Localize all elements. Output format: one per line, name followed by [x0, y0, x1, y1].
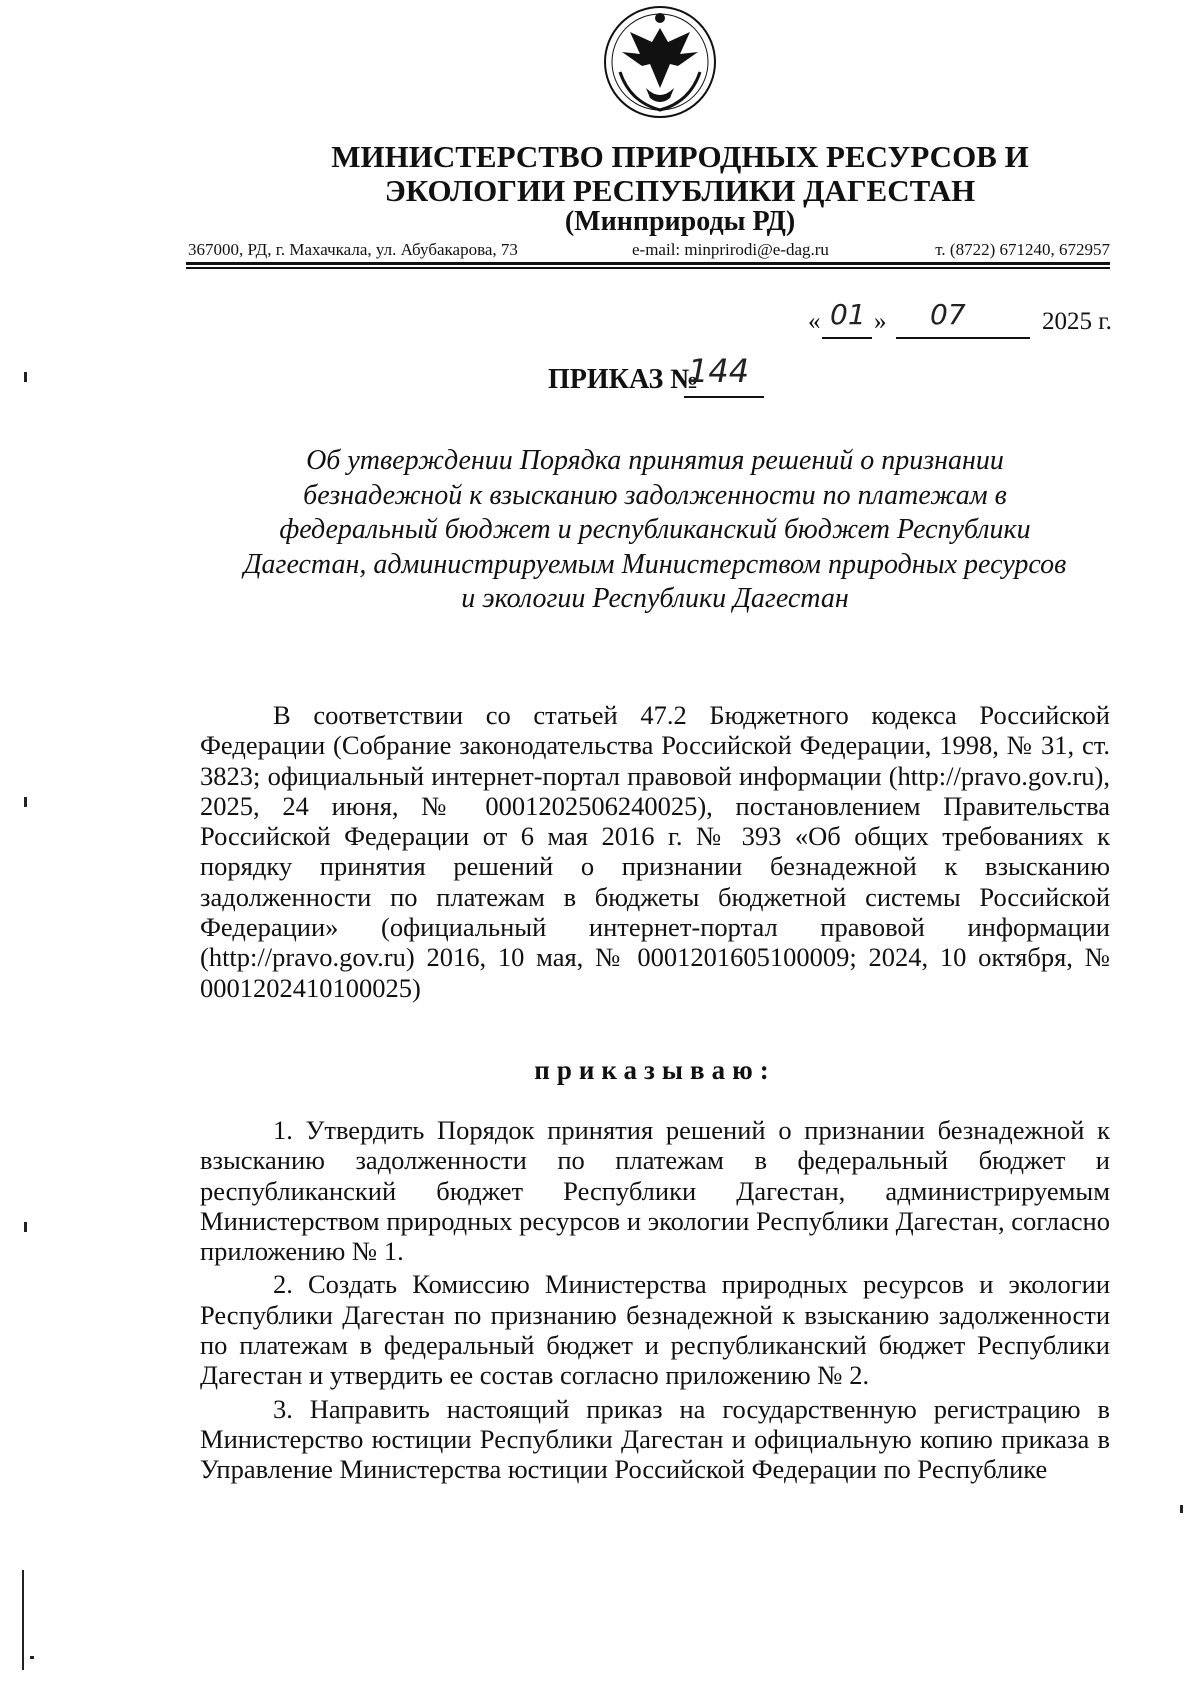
address: 367000, РД, г. Махачкала, ул. Абубакарова, 73	[188, 240, 518, 259]
date-open-quote: «	[808, 308, 821, 335]
order-subject	[200, 444, 1110, 617]
scan-speck	[1180, 1505, 1183, 1513]
subject-line4: Дагестан, администрируемым Министерством природных ресурсов	[243, 548, 1067, 580]
subject-line5: и экологии Республики Дагестан	[461, 583, 849, 614]
preamble	[200, 700, 1110, 1003]
date-month-handwritten: 07	[930, 298, 966, 331]
preamble-paragraph: В соответствии со статьей 47.2 Бюджетного кодекса Российской Федерации (Собрание законодательства Российской Федерации, 1998, № 31, ст. 3823; официальный интернет-портал правовой информации (http://pravo.gov.ru), 2025, 24 июня, № 0001202506240025), постановлением Правительства Российской Федерации от 6 мая 2016 г. № 393 «Об общих требованиях к порядку принятия решений о признании безнадежной к взысканию задолженности по платежам в бюджеты бюджетной системы Российской Федерации» (официальный интернет-портал правовой информации (http://pravo.gov.ru) 2016, 10 мая, № 0001201605100009; 2024, 10 октября, № 0001202410100025)	[200, 700, 1110, 1003]
subject-line2: безнадежной к взысканию задолженности по платежам в	[303, 479, 1007, 511]
directive-word: приказываю:	[534, 1055, 776, 1085]
ministry-short-name: (Минприроды РД)	[564, 206, 796, 237]
ministry-name-line1: МИНИСТЕРСТВО ПРИРОДНЫХ РЕСУРСОВ И	[331, 139, 1029, 174]
order-date	[808, 298, 1112, 346]
order-item-2: 2. Создать Комиссию Министерства природных ресурсов и экологии Республики Дагестан по признанию безнадежной к взысканию задолженности по платежам в федеральный бюджет и республиканский бюджет Республики Дагестан и утвердить ее состав согласно приложению № 2.	[200, 1269, 1110, 1391]
scan-speck	[24, 372, 27, 382]
subject-line1: Об утверждении Порядка принятия решений о признании	[306, 445, 1004, 476]
subject-line3: федеральный бюджет и республиканский бюджет Республики	[279, 514, 1031, 545]
dagestan-coat-of-arms-emblem	[600, 2, 720, 120]
ministry-name-line2: ЭКОЛОГИИ РЕСПУБЛИКИ ДАГЕСТАН	[384, 173, 976, 208]
scan-speck	[24, 1222, 27, 1232]
order-number-handwritten: 144	[688, 352, 750, 390]
order-label: ПРИКАЗ №	[548, 364, 699, 395]
eagle-emblem-icon	[600, 2, 720, 120]
order-item-3: 3. Направить настоящий приказ на государственную регистрацию в Министерство юстиции Республики Дагестан и официальную копию приказа в Управление Министерства юстиции Российской Федерации по Республике	[200, 1393, 1110, 1485]
date-close-quote: »	[874, 308, 887, 335]
scan-speck	[30, 1656, 34, 1659]
order-number-underline	[684, 396, 764, 398]
date-year: 2025 г.	[1042, 308, 1112, 335]
phone: т. (8722) 671240, 672957	[935, 240, 1110, 259]
scan-speck	[24, 797, 27, 807]
order-item-1: 1. Утвердить Порядок принятия решений о признании безнадежной к взысканию задолженности по платежам в федеральный бюджет и республиканский бюджет Республики Дагестан, администрируемым Министерством природных ресурсов и экологии Республики Дагестан, согласно приложению № 1.	[200, 1115, 1110, 1267]
order-items	[200, 1115, 1110, 1485]
header-rule-top	[186, 262, 1110, 265]
contact-line	[188, 239, 1110, 261]
date-day-handwritten: 01	[830, 298, 866, 331]
date-month-underline	[896, 337, 1030, 339]
date-day-underline	[822, 337, 872, 339]
ministry-name	[300, 140, 1060, 208]
scan-edge-line	[22, 1570, 24, 1670]
header-rule-bottom	[186, 267, 1110, 269]
email: e-mail: minprirodi@e-dag.ru	[632, 240, 829, 259]
order-title	[548, 352, 808, 408]
